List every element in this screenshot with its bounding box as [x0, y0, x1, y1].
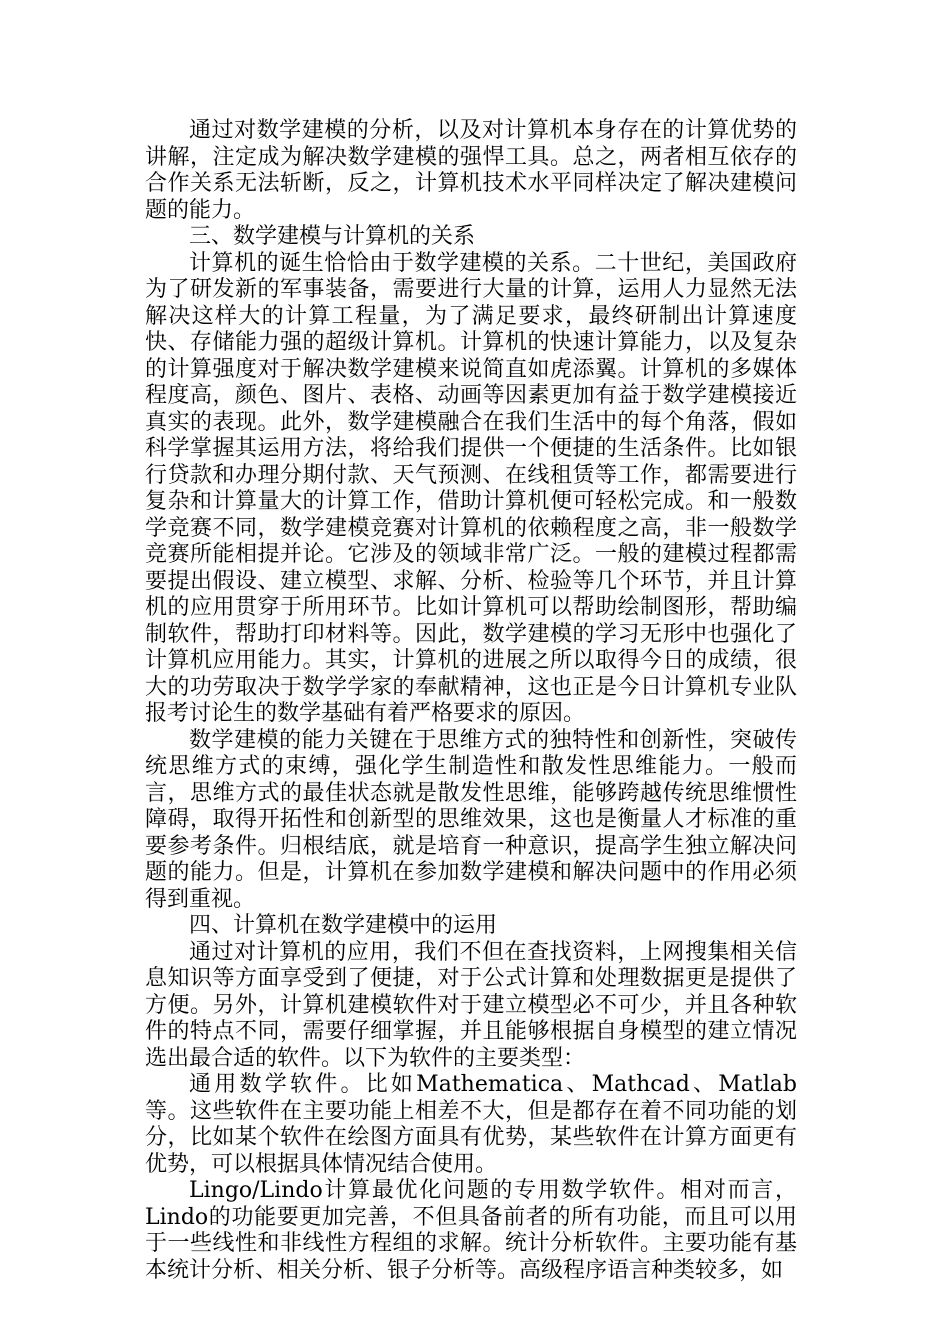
paragraph-intro: 通过对数学建模的分析，以及对计算机本身存在的计算优势的讲解，注定成为解决数学建模的强悍工具。总之，两者相互依存的合作关系无法斩断，反之，计算机技术水平同样决定了解决建模问题的能力。 — [145, 118, 797, 223]
document-page — [145, 118, 797, 1284]
section-heading-3: 三、数学建模与计算机的关系 — [189, 224, 476, 249]
paragraph-thinking: 数学建模的能力关键在于思维方式的独特性和创新性，突破传统思维方式的束缚，强化学生制造性和散发性思维能力。一般而言，思维方式的最佳状态就是散发性思维，能够跨越传统思维惯性障碍，取得开拓性和创新型的思维效果，这也是衡量人才标准的重要参考条件。归根结底，就是培育一种意识，提高学生独立解决问题的能力。但是，计算机在参加数学建模和解决问题中的作用必须得到重视。 — [145, 727, 797, 912]
paragraph-computer-birth: 计算机的诞生恰恰由于数学建模的关系。二十世纪，美国政府为了研发新的军事装备，需要进行大量的计算，运用人力显然无法解决这样大的计算工程量，为了满足要求，最终研制出计算速度快、存储能力强的超级计算机。计算机的快速计算能力，以及复杂的计算强度对于解决数学建模来说简直如虎添翼。计算机的多媒体程度高，颜色、图片、表格、动画等因素更加有益于数学建模接近真实的表现。此外，数学建模融合在我们生活中的每个角落，假如科学掌握其运用方法，将给我们提供一个便捷的生活条件。比如银行贷款和办理分期付款、天气预测、在线租赁等工作，都需要进行复杂和计算量大的计算工作，借助计算机便可轻松完成。和一般数学竞赛不同，数学建模竞赛对计算机的依赖程度之高，非一般数学竞赛所能相提并论。它涉及的领域非常广泛。一般的建模过程都需要提出假设、建立模型、求解、分析、检验等几个环节，并且计算机的应用贯穿于所用环节。比如计算机可以帮助绘制图形，帮助编制软件，帮助打印材料等。因此，数学建模的学习无形中也强化了计算机应用能力。其实，计算机的进展之所以取得今日的成绩，很大的功劳取决于数学学家的奉献精神，这也正是今日计算机专业队报考讨论生的数学基础有着严格要求的原因。 — [145, 250, 797, 726]
paragraph-lingo-lindo: Lingo/Lindo计算最优化问题的专用数学软件。相对而言，Lindo的功能要更加完善，不但具备前者的所有功能，而且可以用于一些线性和非线性方程组的求解。统计分析软件。主要功能有基本统计分析、相关分析、银子分析等。高级程序语言种类较多，如 — [145, 1178, 797, 1283]
paragraph-application: 通过对计算机的应用，我们不但在查找资料，上网搜集相关信息知识等方面享受到了便捷，对于公式计算和处理数据更是提供了方便。另外，计算机建模软件对于建立模型必不可少，并且各种软件的特点不同，需要仔细掌握，并且能够根据自身模型的建立情况选出最合适的软件。以下为软件的主要类型： — [145, 939, 797, 1071]
section-heading-4: 四、计算机在数学建模中的运用 — [189, 913, 498, 938]
paragraph-general-software: 通用数学软件。比如Mathematica、Mathcad、Matlab等。这些软件在主要功能上相差不大，但是都存在着不同功能的划分，比如某个软件在绘图方面具有优势，某些软件在计算方面更有优势，可以根据具体情况结合使用。 — [145, 1072, 797, 1177]
